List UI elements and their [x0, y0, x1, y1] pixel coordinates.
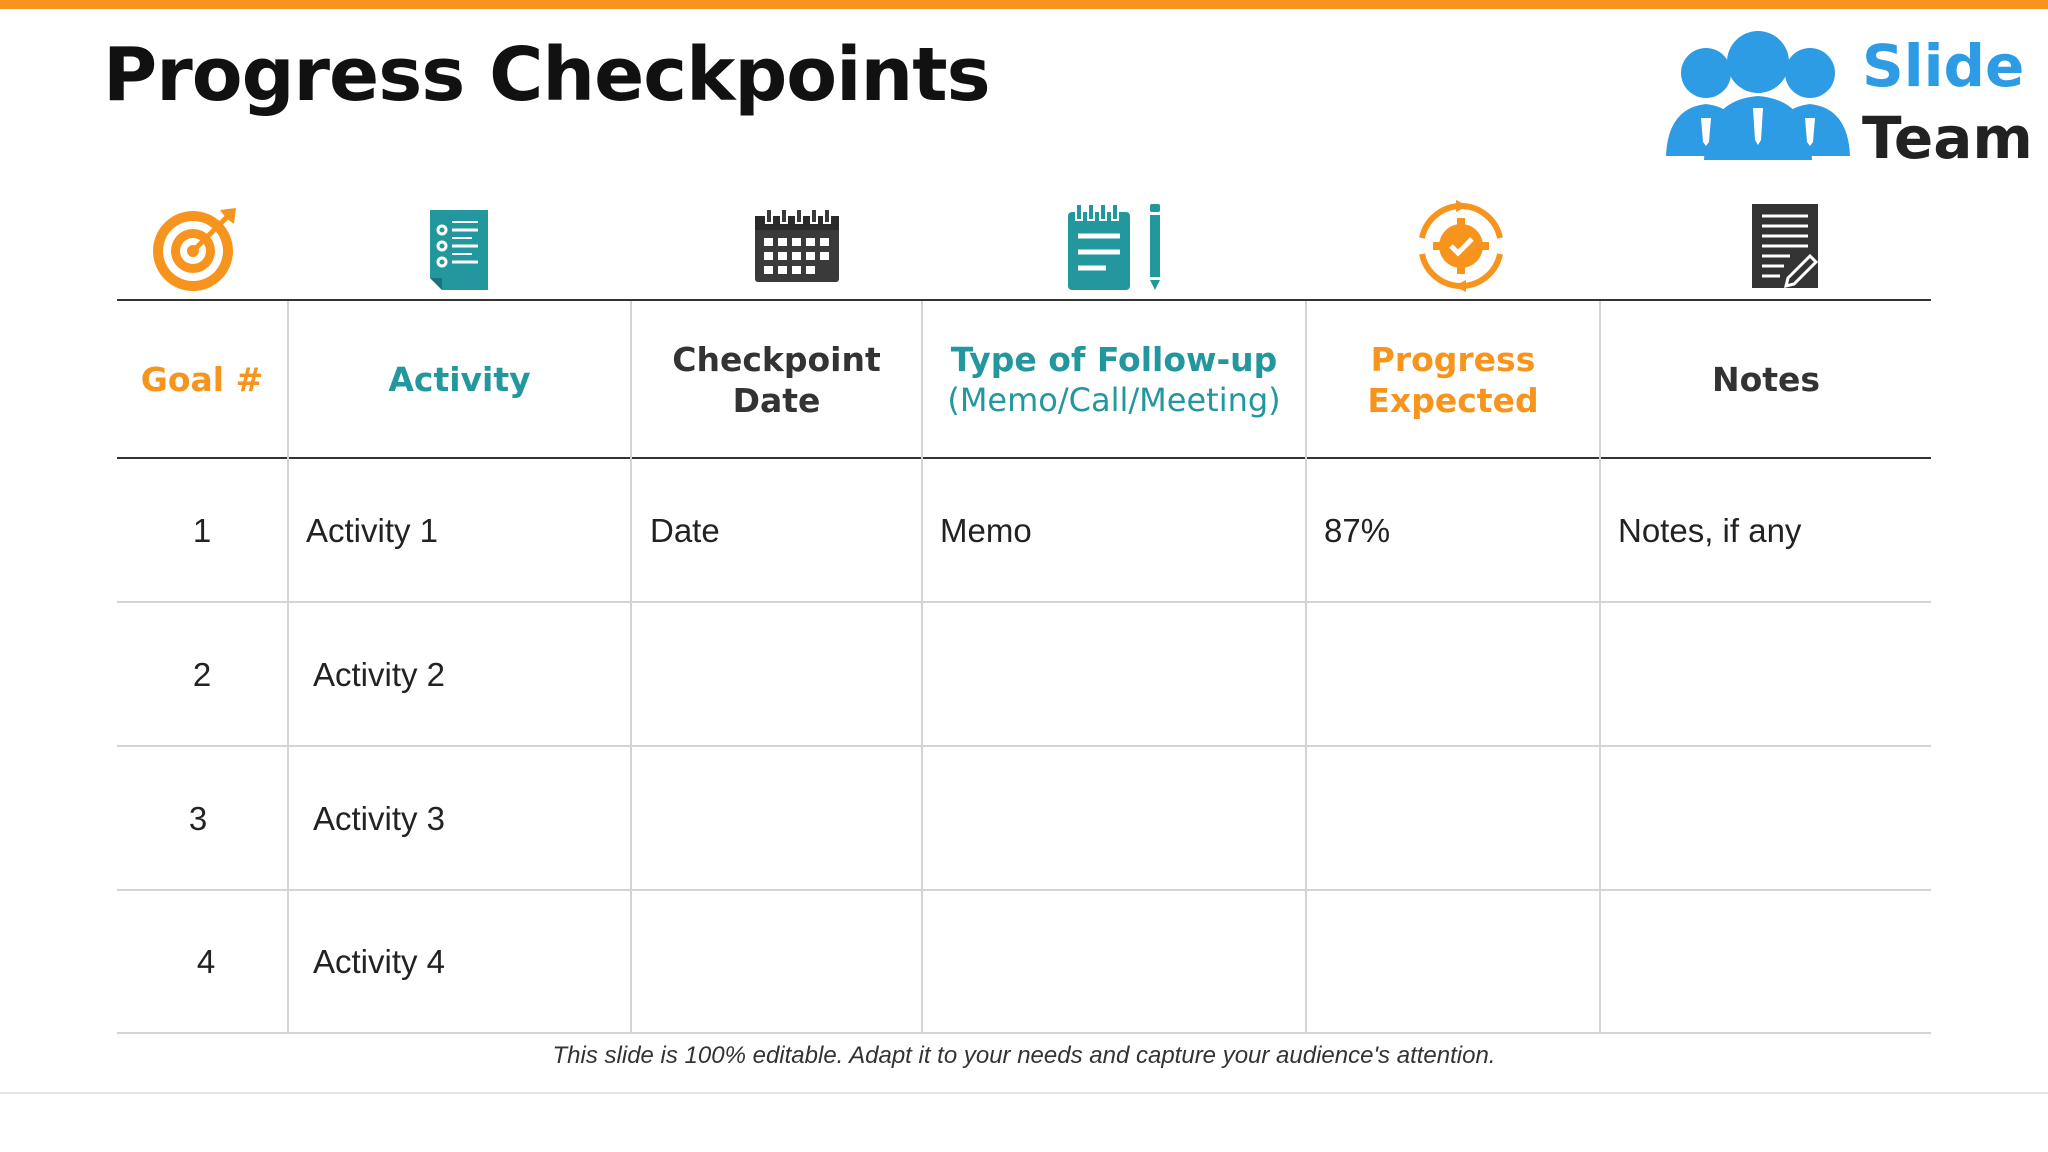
cell-followup: Memo: [940, 511, 1032, 549]
logo-word-slide: Slide: [1862, 32, 2025, 100]
notepad-pencil-icon: [1066, 202, 1166, 292]
footer-note: This slide is 100% editable. Adapt it to your needs and capture your audience's attention.: [552, 1042, 1496, 1069]
cell-date: [650, 747, 920, 890]
top-accent-bar: [0, 0, 2048, 9]
cell-goal: 1: [192, 511, 212, 549]
target-icon: [150, 204, 240, 294]
header-activity-text: Activity: [388, 360, 531, 399]
header-followup-text: Type of Follow-up: [950, 339, 1278, 379]
gear-cycle-icon: [1416, 198, 1506, 294]
page-title: Progress Checkpoints: [103, 32, 990, 118]
header-goal-text: Goal #: [140, 360, 264, 399]
header-progress-text: Progress: [1370, 339, 1536, 379]
cell-notes: [1618, 890, 1928, 1033]
cell-progress: [1324, 603, 1594, 746]
cell-activity: Activity 2: [313, 655, 446, 693]
header-notes-text: Notes: [1711, 360, 1821, 399]
header-checkpoint-text: Checkpoint: [672, 339, 881, 379]
cell-goal: 4: [196, 942, 216, 980]
checklist-icon: [428, 208, 492, 292]
cell-notes: [1618, 747, 1928, 890]
header-expected-text: Expected: [1367, 380, 1539, 420]
header-checkpoint-date: [632, 301, 921, 458]
people-logo-icon: [1664, 28, 1864, 168]
cell-progress: [1324, 890, 1594, 1033]
cell-followup: [940, 890, 1300, 1033]
cell-date: [650, 603, 920, 746]
cell-date: Date: [650, 511, 720, 549]
calendar-icon: [754, 208, 840, 284]
cell-progress: 87%: [1324, 511, 1391, 549]
cell-followup: [940, 603, 1300, 746]
header-followup: [923, 301, 1305, 458]
cell-notes: [1618, 603, 1928, 746]
slide-bottom-line: [0, 1092, 2048, 1094]
header-notes: [1601, 301, 1931, 458]
cell-activity: Activity 4: [313, 942, 446, 980]
slideteam-logo: [1664, 28, 2033, 172]
cell-date: [650, 890, 920, 1033]
document-edit-icon: [1750, 202, 1820, 290]
header-progress: [1307, 301, 1599, 458]
header-date-text: Date: [732, 380, 821, 420]
logo-word-team: Team: [1862, 104, 2033, 172]
header-activity: [289, 301, 630, 458]
cell-notes: Notes, if any: [1618, 511, 1802, 549]
cell-goal: 2: [192, 655, 212, 693]
cell-followup: [940, 747, 1300, 890]
cell-activity: Activity 3: [313, 799, 446, 837]
cell-progress: [1324, 747, 1594, 890]
header-goal: [117, 301, 287, 458]
cell-goal: 3: [188, 799, 208, 837]
header-followup-sub: (Memo/Call/Meeting): [947, 380, 1281, 419]
cell-activity: Activity 1: [306, 511, 439, 549]
